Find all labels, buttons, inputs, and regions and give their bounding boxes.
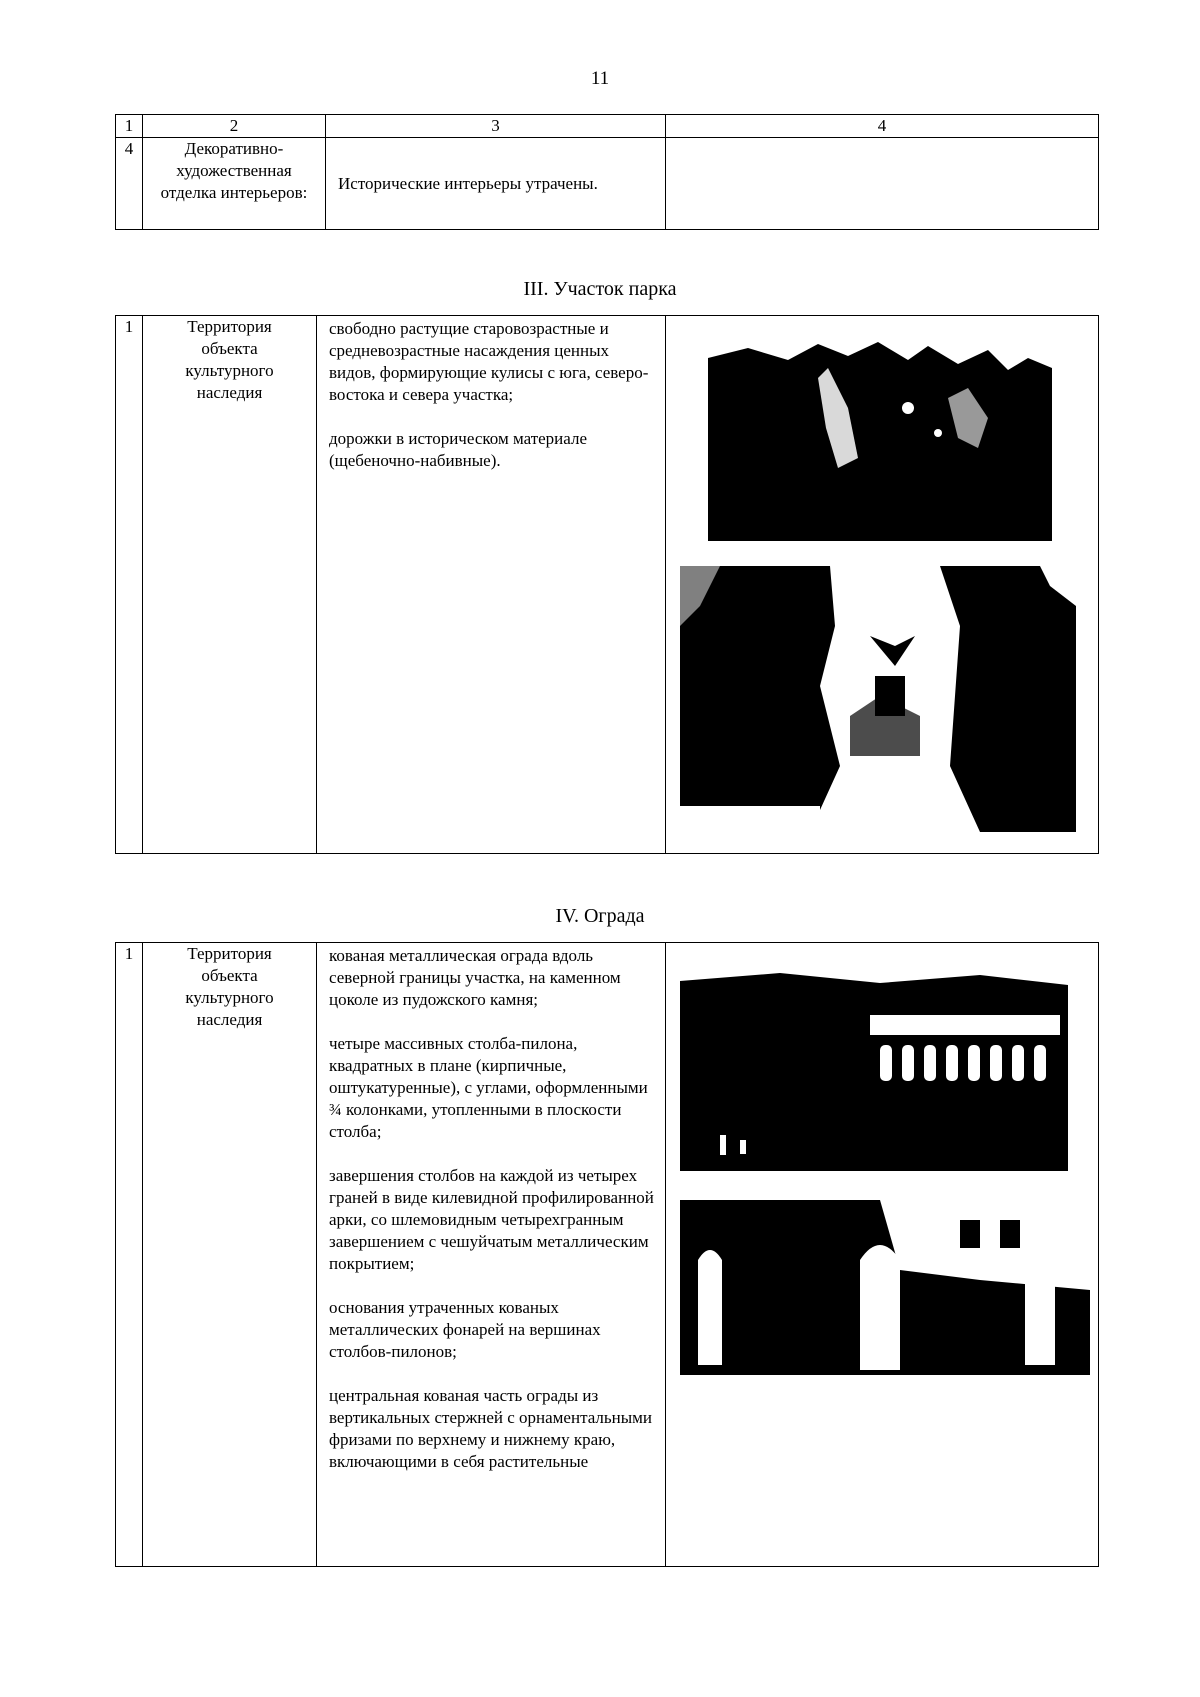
- row-name: Территория объекта культурного наследия: [143, 316, 317, 854]
- paragraph: завершения столбов на каждой из четырех граней в виде килевидной профилированной арки, со шлемовидным четырехгранным завершением с чешуйчатым металлическим покрытием;: [329, 1166, 654, 1273]
- park-photo-1: [708, 338, 1052, 541]
- row-name: Территория объекта культурного наследия: [143, 943, 317, 1567]
- header-col-4: 4: [666, 115, 1099, 138]
- page-number: 11: [590, 68, 610, 89]
- interiors-table: [115, 114, 1099, 230]
- row-description: Исторические интерьеры утрачены.: [326, 138, 666, 230]
- row-name: Декоративно-художественная отделка интерьеров:: [143, 138, 326, 230]
- paragraph: центральная кованая часть ограды из вертикальных стержней с орнаментальными фризами по верхнему и нижнему краю, включающими в себя растительные: [329, 1386, 653, 1471]
- row-description: [317, 943, 666, 1567]
- paragraph: кованая металлическая ограда вдоль северной границы участка, на каменном цоколе из пудожского камня;: [329, 946, 621, 1009]
- header-col-3: 3: [326, 115, 666, 138]
- paragraph: четыре массивных столба-пилона, квадратных в плане (кирпичные, оштукатуренные), с углами, оформленными ¾ колонками, утопленными в плоскости столба;: [329, 1034, 648, 1141]
- section-title-fence: IV. Ограда: [555, 905, 645, 927]
- header-col-2: 2: [143, 115, 326, 138]
- table-header-row: [116, 115, 1099, 138]
- park-photo-2: [680, 566, 1076, 832]
- fence-photo-1: [680, 945, 1068, 1171]
- paragraph: свободно растущие старовозрастные и средневозрастные насаждения ценных видов, формирующие кулисы с юга, северо-востока и севера участка;: [329, 319, 649, 404]
- section-title-park: III. Участок парка: [523, 278, 677, 300]
- paragraph: основания утраченных кованых металлических фонарей на вершинах столбов-пилонов;: [329, 1298, 601, 1361]
- row-number: 1: [116, 316, 143, 854]
- paragraph: дорожки в историческом материале (щебеночно-набивные).: [329, 429, 587, 470]
- row-description: [317, 316, 666, 854]
- row-number: 1: [116, 943, 143, 1567]
- fence-photo-2: [680, 1200, 1090, 1390]
- table-row: [116, 138, 1099, 230]
- header-col-1: 1: [116, 115, 143, 138]
- row-number: 4: [116, 138, 143, 230]
- row-empty-cell: [666, 138, 1099, 230]
